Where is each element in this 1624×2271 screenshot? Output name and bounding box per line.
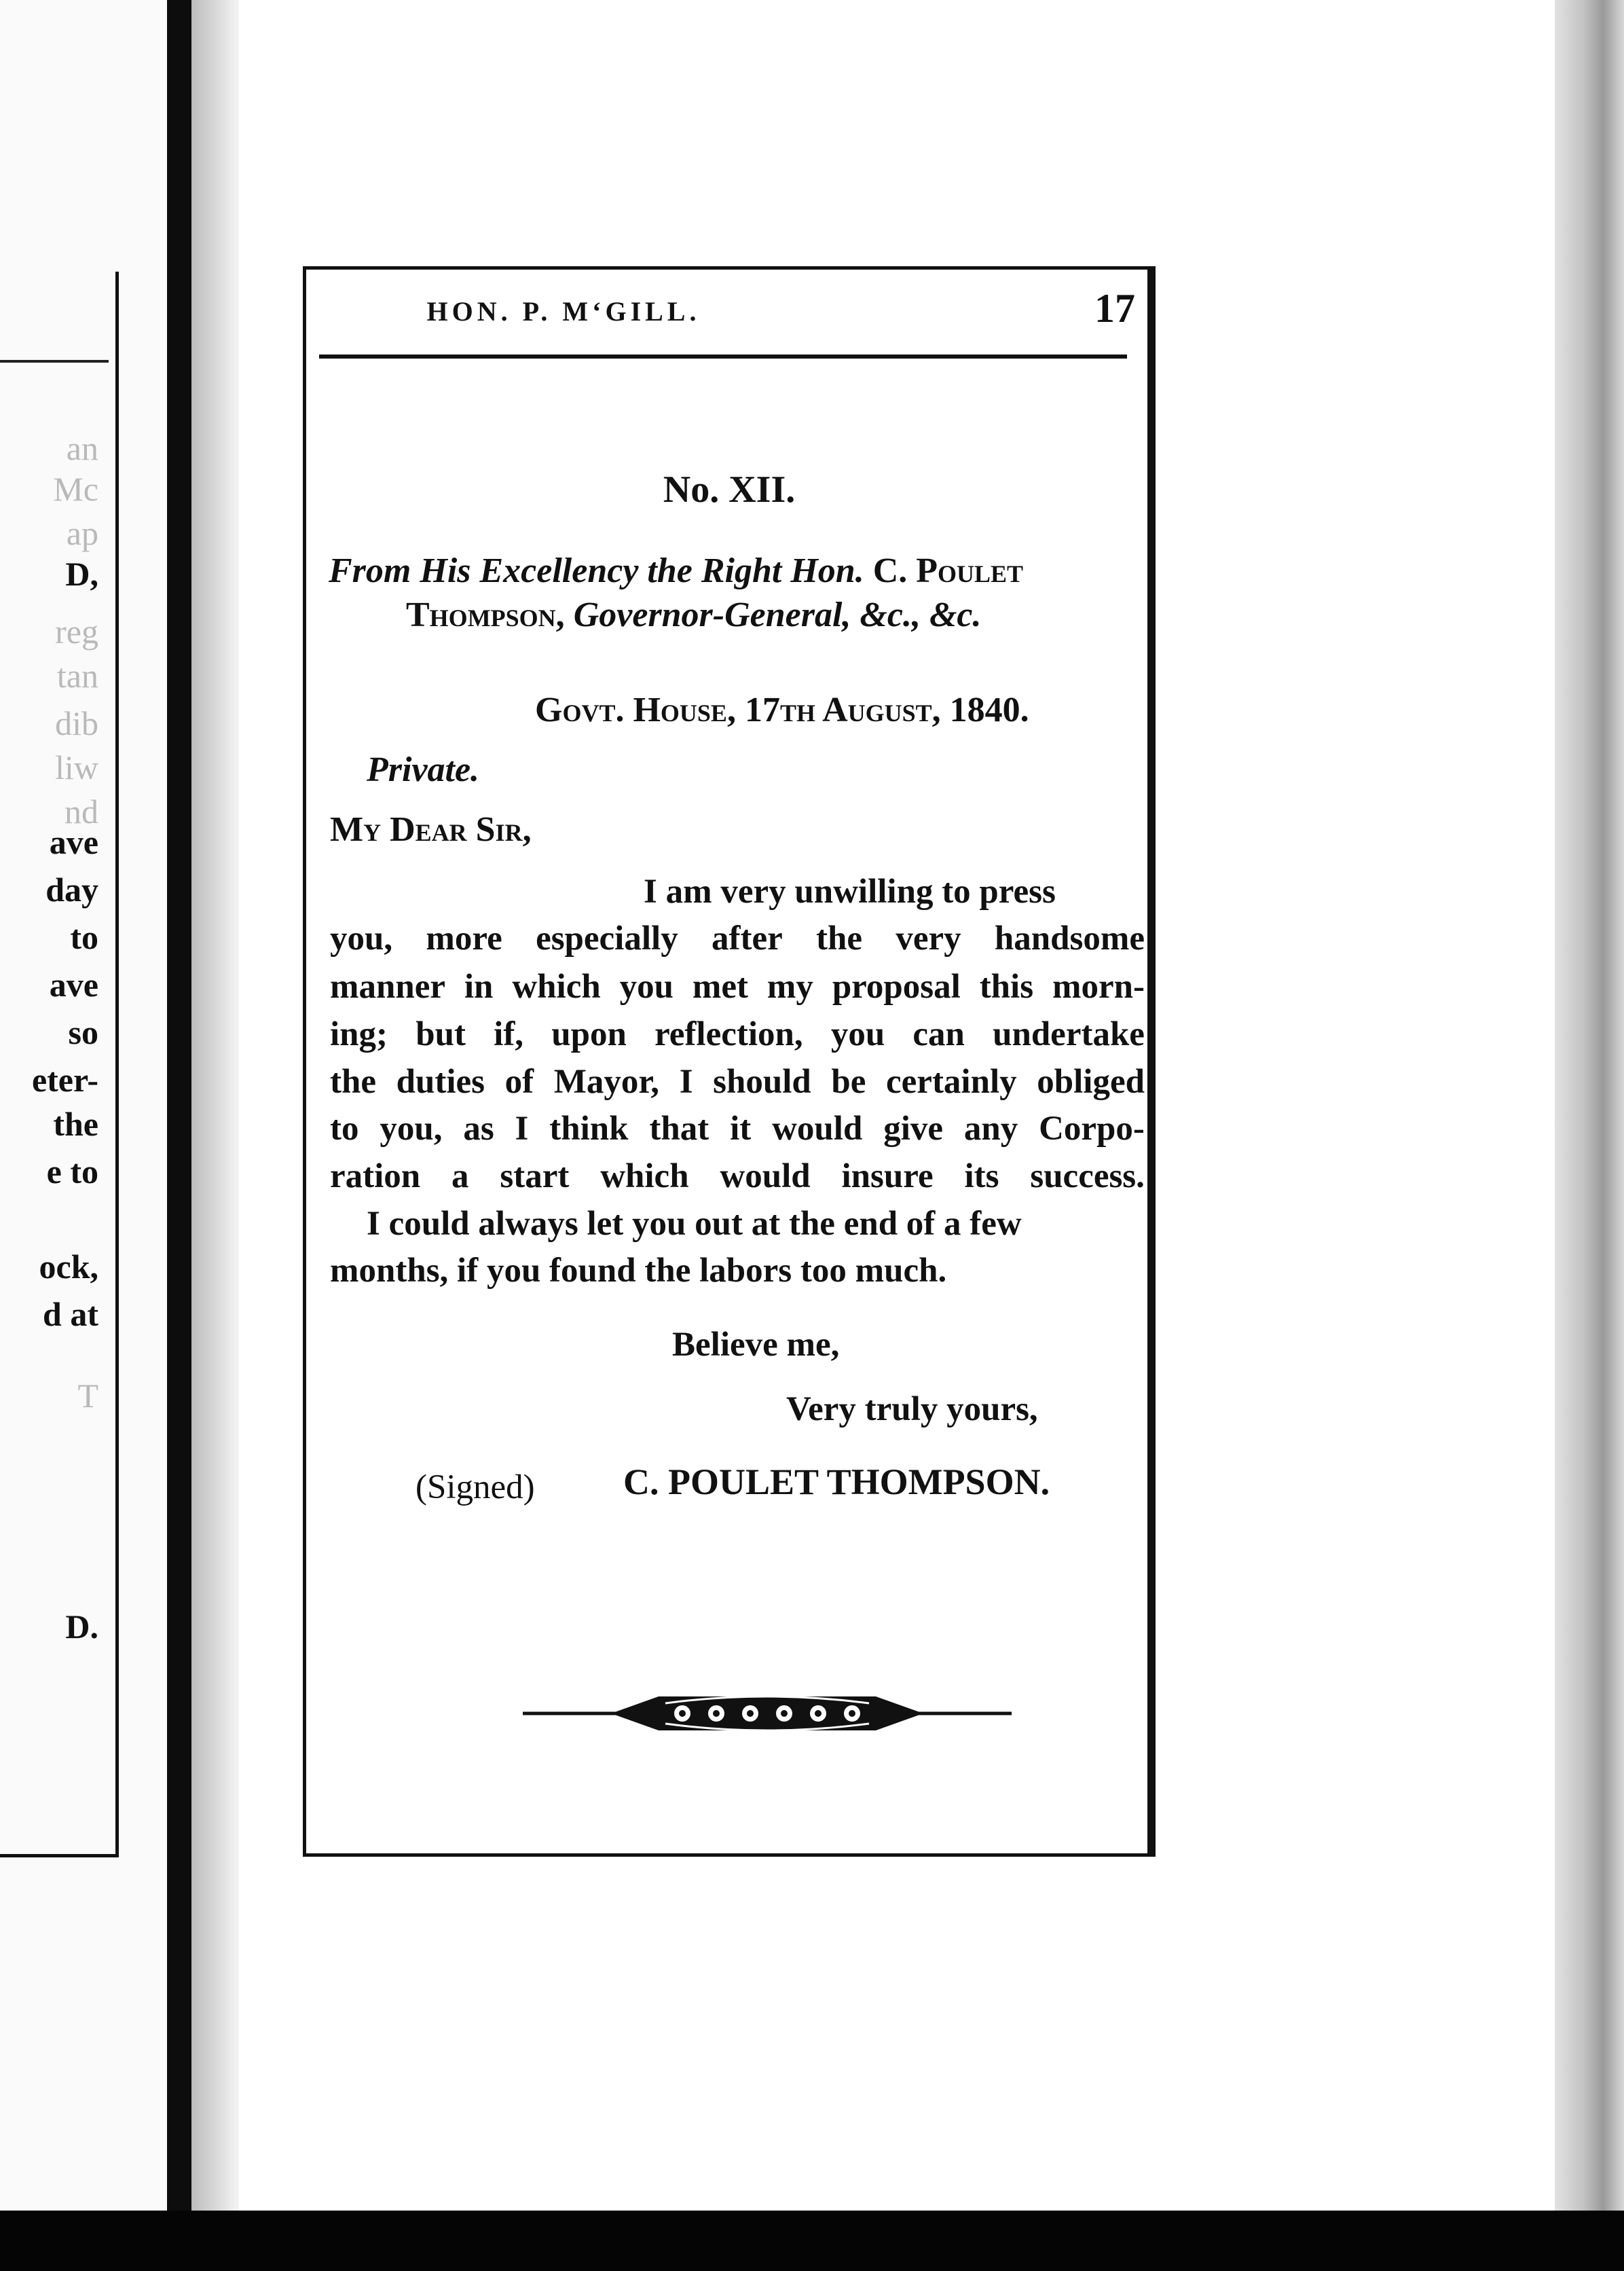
body-word: morn- bbox=[1052, 968, 1145, 1006]
body-line: I could always let you out at the end of a few bbox=[367, 1205, 1022, 1243]
body-word: should bbox=[713, 1063, 811, 1101]
body-word: upon bbox=[551, 1015, 627, 1053]
body-word: insure bbox=[841, 1157, 934, 1195]
body-word: which bbox=[512, 968, 601, 1006]
body-word: proposal bbox=[832, 968, 961, 1006]
body-word: give bbox=[883, 1110, 943, 1148]
body-word: a bbox=[451, 1157, 469, 1195]
page-number: 17 bbox=[1094, 286, 1135, 331]
body-word: that bbox=[649, 1110, 709, 1148]
body-word: Mayor, bbox=[553, 1063, 660, 1101]
left-fragment: T bbox=[77, 1377, 98, 1415]
letter-from-line-1 bbox=[329, 553, 1023, 589]
body-line: months, if you found the labors too much. bbox=[330, 1252, 947, 1290]
body-word: I bbox=[515, 1110, 529, 1148]
private-marking: Private. bbox=[367, 750, 480, 789]
body-word: undertake bbox=[993, 1015, 1145, 1053]
body-word: it bbox=[730, 1110, 752, 1148]
place-and-date: Govt. House, 17th August, 1840. bbox=[535, 691, 1029, 729]
left-fragment: ave bbox=[49, 823, 98, 861]
body-word: this bbox=[979, 968, 1034, 1006]
body-word: if, bbox=[494, 1015, 524, 1053]
from-name: C. Poulet bbox=[872, 551, 1024, 590]
body-word: Corpo- bbox=[1039, 1110, 1145, 1148]
body-word: of bbox=[504, 1063, 534, 1101]
left-fragment: an bbox=[66, 429, 98, 467]
from-surname: Thompson, bbox=[406, 596, 565, 634]
body-word: more bbox=[426, 920, 502, 958]
body-word: met bbox=[692, 968, 749, 1006]
left-fragment: D. bbox=[65, 1607, 98, 1646]
book-gutter bbox=[191, 0, 239, 2271]
signature: C. POULET THOMPSON. bbox=[623, 1461, 1050, 1502]
from-title-italic: From His Excellency the Right Hon. bbox=[329, 551, 864, 590]
body-word: start bbox=[500, 1157, 570, 1195]
right-page-edge bbox=[1555, 0, 1624, 2271]
body-word: after bbox=[712, 920, 783, 958]
running-head: HON. P. M‘GILL. bbox=[426, 296, 701, 327]
body-word: I bbox=[679, 1063, 693, 1101]
body-word: but bbox=[416, 1015, 466, 1053]
left-fragment: e to bbox=[46, 1152, 98, 1191]
body-word: you bbox=[619, 968, 673, 1006]
body-word: in bbox=[464, 968, 494, 1006]
body-word: success. bbox=[1030, 1157, 1145, 1195]
floral-ornament-icon bbox=[523, 1683, 1012, 1744]
left-fragment: so bbox=[68, 1013, 98, 1051]
body-line bbox=[330, 970, 1145, 1004]
left-fragment: to bbox=[70, 918, 98, 956]
body-word: you bbox=[830, 1015, 885, 1053]
body-line bbox=[330, 1065, 1145, 1100]
book-spine-shadow bbox=[167, 0, 191, 2271]
left-fragment: d at bbox=[43, 1295, 98, 1333]
body-word: the bbox=[816, 920, 863, 958]
left-fragment: reg bbox=[55, 613, 98, 651]
body-word: as bbox=[463, 1110, 494, 1148]
body-word: think bbox=[549, 1110, 629, 1148]
left-fragment: day bbox=[45, 871, 98, 909]
left-page-rule bbox=[0, 360, 109, 363]
left-fragment: D, bbox=[65, 555, 98, 593]
body-word: would bbox=[720, 1157, 811, 1195]
body-word: duties bbox=[396, 1063, 485, 1101]
left-fragment: ock, bbox=[39, 1248, 98, 1286]
body-line bbox=[330, 1159, 1145, 1194]
body-word: you, bbox=[380, 1110, 443, 1148]
left-fragment: nd bbox=[64, 793, 98, 831]
body-word: handsome bbox=[994, 920, 1145, 958]
left-fragment: ave bbox=[49, 966, 98, 1004]
left-fragment: the bbox=[53, 1105, 98, 1143]
body-word: to bbox=[330, 1110, 359, 1148]
signed-label: (Signed) bbox=[416, 1468, 535, 1506]
body-word: my bbox=[767, 968, 813, 1006]
body-word: would bbox=[772, 1110, 863, 1148]
running-head-rule bbox=[319, 355, 1127, 359]
scan-bottom-shadow bbox=[0, 2211, 1624, 2271]
body-word: its bbox=[964, 1157, 999, 1195]
body-word: the bbox=[330, 1063, 376, 1101]
closing-very-truly: Very truly yours, bbox=[786, 1390, 1038, 1428]
left-fragment: tan bbox=[56, 657, 98, 695]
body-word: ration bbox=[330, 1157, 421, 1195]
body-word: be bbox=[831, 1063, 866, 1101]
body-word: especially bbox=[536, 920, 678, 958]
letter-from-line-2 bbox=[406, 598, 981, 633]
body-line: I am very unwilling to press bbox=[644, 873, 1056, 911]
body-word: reflection, bbox=[654, 1015, 803, 1053]
body-line bbox=[330, 922, 1145, 956]
left-fragment: ap bbox=[66, 514, 98, 552]
body-word: certainly bbox=[886, 1063, 1017, 1101]
body-word: ing; bbox=[330, 1015, 388, 1053]
body-line bbox=[330, 1017, 1145, 1052]
left-fragment: eter- bbox=[31, 1061, 98, 1099]
letter-number: No. XII. bbox=[663, 469, 796, 511]
body-word: manner bbox=[330, 968, 445, 1006]
left-fragment: Mc bbox=[53, 470, 98, 508]
body-word: any bbox=[963, 1110, 1018, 1148]
body-word: you, bbox=[330, 920, 393, 958]
body-word: very bbox=[896, 920, 961, 958]
body-word: obliged bbox=[1037, 1063, 1145, 1101]
body-word: which bbox=[600, 1157, 689, 1195]
salutation: My Dear Sir, bbox=[330, 810, 532, 849]
closing-believe-me: Believe me, bbox=[672, 1326, 840, 1364]
body-word: can bbox=[912, 1015, 965, 1053]
left-fragment: dib bbox=[55, 704, 98, 742]
from-office-italic: Governor-General, &c., &c. bbox=[573, 596, 982, 634]
left-fragment: liw bbox=[55, 748, 98, 786]
body-line bbox=[330, 1112, 1145, 1146]
